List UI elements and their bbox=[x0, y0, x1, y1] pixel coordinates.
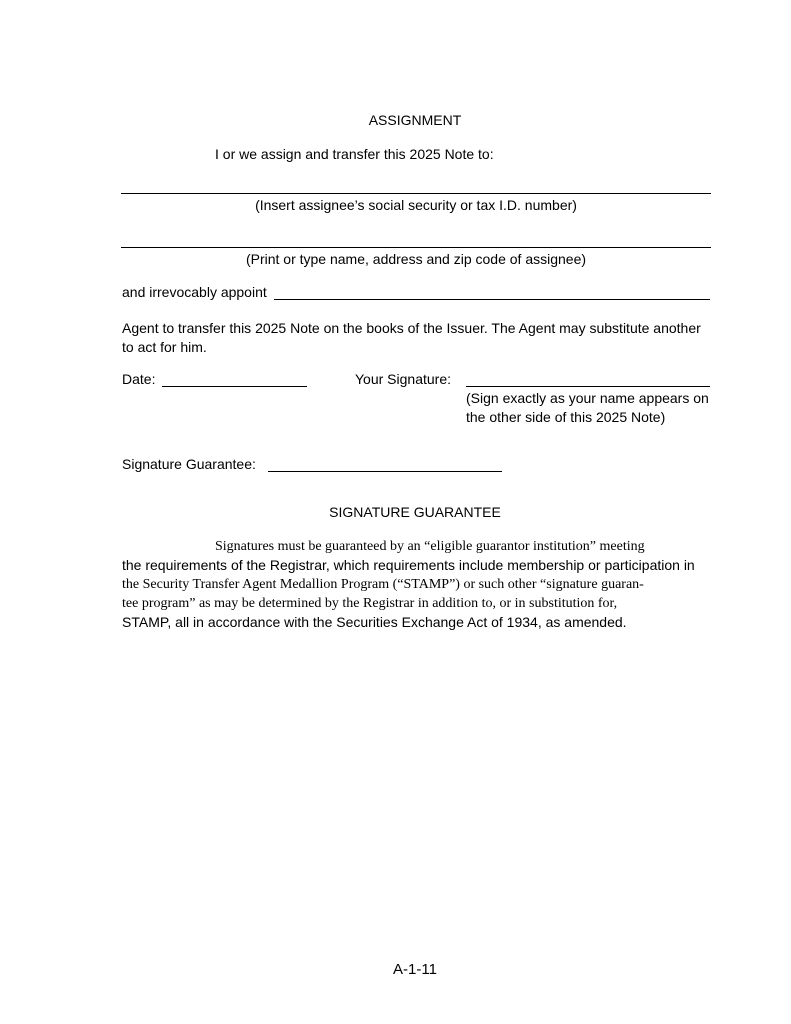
signature-guarantee-label: Signature Guarantee: bbox=[122, 456, 256, 472]
signature-guarantee-line[interactable] bbox=[268, 471, 502, 472]
date-line[interactable] bbox=[162, 386, 307, 387]
guarantee-text-line: the requirements of the Registrar, which requirements include membership or participation in bbox=[122, 557, 695, 573]
guarantee-text-line: the Security Transfer Agent Medallion Program (“STAMP”) or such other “signature guaran- bbox=[122, 577, 644, 592]
document-title: ASSIGNMENT bbox=[368, 112, 462, 128]
date-label: Date: bbox=[122, 371, 156, 387]
guarantee-text-line: STAMP, all in accordance with the Securities Exchange Act of 1934, as amended. bbox=[122, 614, 627, 630]
assignee-id-caption: (Insert assignee’s social security or tax I.D. number) bbox=[255, 197, 577, 213]
guarantee-text-line: Signatures must be guaranteed by an “eligible guarantor institution” meeting bbox=[215, 539, 645, 554]
page-number: A-1-11 bbox=[393, 961, 437, 978]
signature-guarantee-heading: SIGNATURE GUARANTEE bbox=[329, 504, 501, 520]
signature-caption bbox=[466, 389, 709, 427]
guarantee-text-line: tee program” as may be determined by the Registrar in addition to, or in substitution for, bbox=[122, 596, 618, 611]
signature-label: Your Signature: bbox=[355, 371, 451, 387]
assignee-name-line[interactable] bbox=[121, 247, 711, 248]
appoint-label: and irrevocably appoint bbox=[122, 284, 267, 300]
intro-text: I or we assign and transfer this 2025 Note to: bbox=[215, 146, 494, 162]
signature-line[interactable] bbox=[466, 386, 710, 387]
signature-caption-line: the other side of this 2025 Note) bbox=[466, 409, 666, 425]
assignee-name-caption: (Print or type name, address and zip code of assignee) bbox=[245, 251, 587, 267]
agent-text-line: Agent to transfer this 2025 Note on the books of the Issuer. The Agent may substitute another bbox=[122, 320, 701, 336]
appoint-agent-line[interactable] bbox=[274, 299, 710, 300]
assignee-id-line[interactable] bbox=[121, 193, 711, 194]
signature-caption-line: (Sign exactly as your name appears on bbox=[466, 390, 709, 406]
agent-text-line: to act for him. bbox=[122, 339, 207, 355]
agent-paragraph bbox=[122, 319, 710, 357]
guarantee-paragraph bbox=[122, 537, 710, 632]
